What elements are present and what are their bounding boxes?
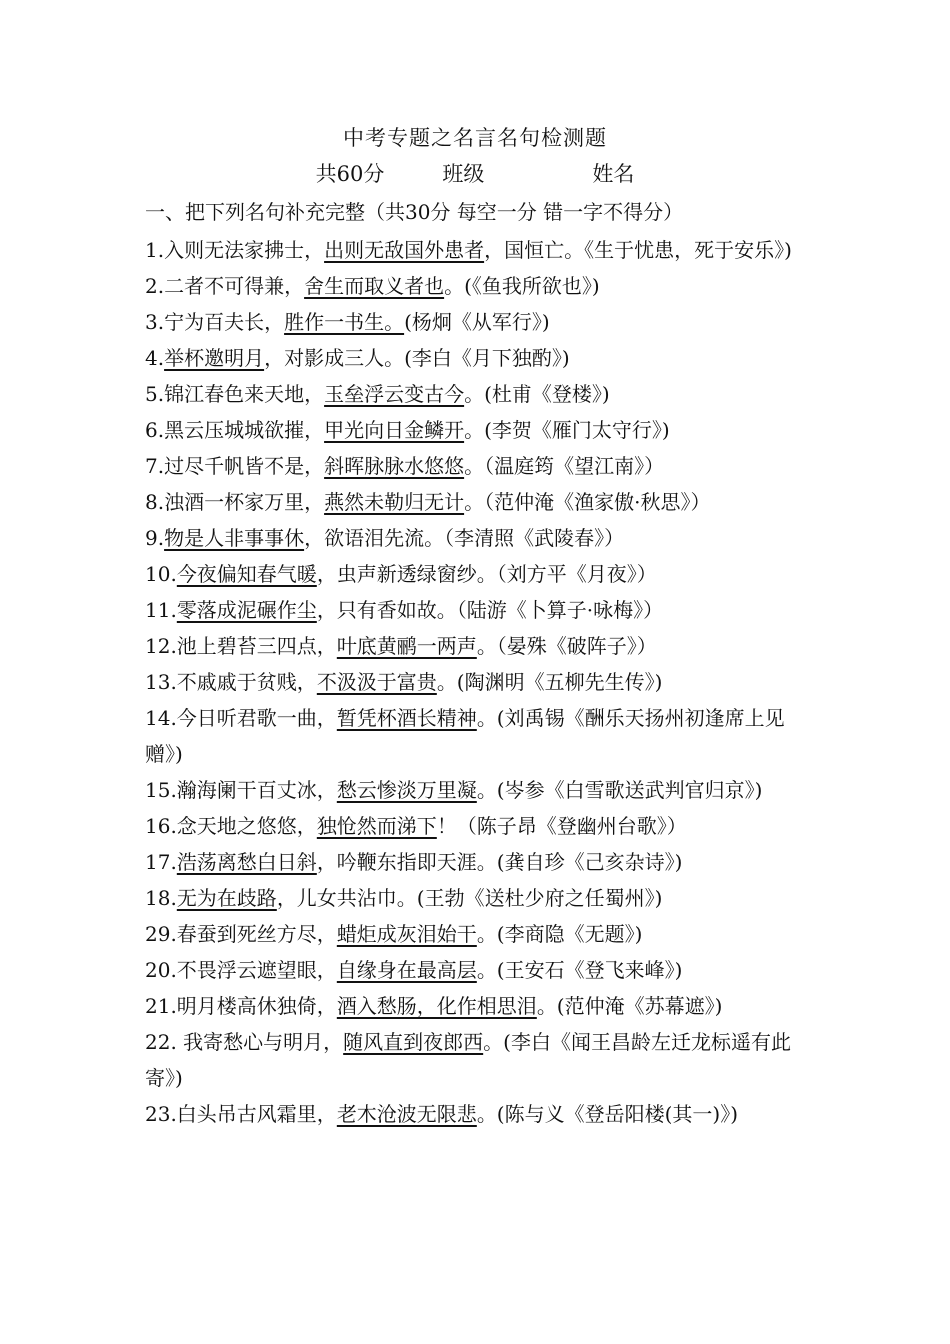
question-text: 13.不戚戚于贫贱， bbox=[145, 670, 317, 694]
question-text: 2.二者不可得兼， bbox=[145, 274, 305, 298]
question-text: 4. bbox=[145, 346, 165, 370]
answer-underlined: 老木沧波无限悲 bbox=[336, 1102, 477, 1126]
answer-underlined: 浩荡离愁白日斜 bbox=[176, 850, 317, 874]
question-source: ，对影成三人。(李白《月下独酌》) bbox=[264, 346, 570, 370]
question-source: 。（范仲淹《渔家傲·秋思》） bbox=[464, 490, 711, 514]
question-source: ，虫声新透绿窗纱。（刘方平《月夜》） bbox=[316, 562, 657, 586]
question-text: 12.池上碧苔三四点， bbox=[145, 634, 337, 658]
question-item bbox=[145, 520, 810, 556]
question-item bbox=[145, 952, 810, 988]
question-source: 。(陶渊明《五柳先生传》) bbox=[436, 670, 663, 694]
question-item bbox=[145, 340, 810, 376]
question-item bbox=[145, 844, 810, 880]
question-source: ，欲语泪先流。（李清照《武陵春》） bbox=[304, 526, 625, 550]
question-text: 1.入则无法家拂士， bbox=[145, 238, 325, 262]
answer-underlined: 独怆然而涕下 bbox=[316, 814, 437, 838]
answer-underlined: 自缘身在最高层 bbox=[336, 958, 477, 982]
question-source: ！（陈子昂《登幽州台歌》） bbox=[436, 814, 687, 838]
question-text: 23.白头吊古风霜里， bbox=[145, 1102, 337, 1126]
question-source: ，只有香如故。（陆游《卜算子·咏梅》） bbox=[316, 598, 664, 622]
question-source: 。(杜甫《登楼》) bbox=[464, 382, 610, 406]
question-item bbox=[145, 772, 810, 808]
question-source: ，国恒亡。《生于忧患，死于安乐》) bbox=[484, 238, 792, 262]
answer-underlined: 无为在歧路 bbox=[176, 886, 277, 910]
question-text: 17. bbox=[145, 850, 177, 874]
question-item bbox=[145, 988, 810, 1024]
name-label: 姓名 bbox=[592, 162, 635, 186]
question-text: 9. bbox=[145, 526, 165, 550]
question-source: 。(范仲淹《苏幕遮》) bbox=[536, 994, 723, 1018]
question-item bbox=[145, 376, 810, 412]
question-item bbox=[145, 916, 810, 952]
question-source: 。(陈与义《登岳阳楼(其一)》) bbox=[476, 1102, 739, 1126]
page-title: 中考专题之名言名句检测题 bbox=[343, 126, 607, 150]
question-list bbox=[145, 232, 810, 1132]
question-source: 。（温庭筠《望江南》） bbox=[464, 454, 665, 478]
answer-underlined: 燕然未勒归无计 bbox=[324, 490, 465, 514]
question-item bbox=[145, 664, 810, 700]
question-text: 7.过尽千帆皆不是， bbox=[145, 454, 325, 478]
class-label: 班级 bbox=[442, 162, 485, 186]
answer-underlined: 物是人非事事休 bbox=[164, 526, 305, 550]
answer-underlined: 今夜偏知春气暖 bbox=[176, 562, 317, 586]
answer-underlined: 甲光向日金鳞开 bbox=[324, 418, 465, 442]
subtitle-line bbox=[0, 158, 950, 188]
question-text: 15.瀚海阑干百丈冰， bbox=[145, 778, 337, 802]
question-source: ，吟鞭东指即天涯。(龚自珍《己亥杂诗》) bbox=[316, 850, 683, 874]
answer-underlined: 举杯邀明月 bbox=[164, 346, 265, 370]
question-text: 21.明月楼高休独倚， bbox=[145, 994, 337, 1018]
question-item bbox=[145, 304, 810, 340]
question-text: 29.春蚕到死丝方尽， bbox=[145, 922, 337, 946]
answer-underlined: 酒入愁肠，化作相思泪 bbox=[336, 994, 537, 1018]
question-item bbox=[145, 592, 810, 628]
question-text: 22. 我寄愁心与明月， bbox=[145, 1030, 344, 1054]
question-item bbox=[145, 484, 810, 520]
question-item bbox=[145, 232, 810, 268]
answer-underlined: 舍生而取义者也 bbox=[304, 274, 445, 298]
answer-underlined: 零落成泥碾作尘 bbox=[176, 598, 317, 622]
question-item bbox=[145, 268, 810, 304]
question-source: 。(李白《闻王昌龄左迁龙标遥有此寄》) bbox=[145, 1030, 791, 1090]
answer-underlined: 愁云惨淡万里凝 bbox=[336, 778, 477, 802]
question-source: 。(岑参《白雪歌送武判官归京》) bbox=[476, 778, 763, 802]
answer-underlined: 斜晖脉脉水悠悠 bbox=[324, 454, 465, 478]
answer-underlined: 出则无敌国外患者 bbox=[324, 238, 485, 262]
question-text: 8.浊酒一杯家万里， bbox=[145, 490, 325, 514]
answer-underlined: 随风直到夜郎西 bbox=[343, 1030, 484, 1054]
question-item bbox=[145, 1096, 810, 1132]
total-score: 共60分 bbox=[315, 162, 385, 186]
answer-underlined: 蜡炬成灰泪始干 bbox=[336, 922, 477, 946]
question-item bbox=[145, 808, 810, 844]
question-text: 10. bbox=[145, 562, 177, 586]
question-text: 18. bbox=[145, 886, 177, 910]
answer-underlined: 玉垒浮云变古今 bbox=[324, 382, 465, 406]
question-source: 。(王安石《登飞来峰》) bbox=[476, 958, 683, 982]
question-text: 14.今日听君歌一曲， bbox=[145, 706, 337, 730]
question-text: 20.不畏浮云遮望眼， bbox=[145, 958, 337, 982]
answer-underlined: 胜作一书生。 bbox=[284, 310, 405, 334]
question-item bbox=[145, 448, 810, 484]
section-heading: 一、把下列名句补充完整（共30分 每空一分 错一字不得分） bbox=[145, 200, 684, 224]
question-item bbox=[145, 1024, 810, 1096]
answer-underlined: 不汲汲于富贵 bbox=[316, 670, 437, 694]
question-text: 3.宁为百夫长， bbox=[145, 310, 285, 334]
question-text: 6.黑云压城城欲摧， bbox=[145, 418, 325, 442]
question-source: 。(李贺《雁门太守行》) bbox=[464, 418, 670, 442]
question-item bbox=[145, 700, 810, 772]
question-source: 。(李商隐《无题》) bbox=[476, 922, 643, 946]
question-source: 。（晏殊《破阵子》） bbox=[476, 634, 657, 658]
question-item bbox=[145, 628, 810, 664]
question-item bbox=[145, 880, 810, 916]
question-source: 。(刘禹锡《酬乐天扬州初逢席上见赠》) bbox=[145, 706, 785, 766]
question-item bbox=[145, 412, 810, 448]
question-item bbox=[145, 556, 810, 592]
question-source: 。(《鱼我所欲也》) bbox=[444, 274, 600, 298]
question-source: ，儿女共沾巾。(王勃《送杜少府之任蜀州》) bbox=[276, 886, 663, 910]
question-source: (杨炯《从军行》) bbox=[404, 310, 550, 334]
question-text: 5.锦江春色来天地， bbox=[145, 382, 325, 406]
question-text: 11. bbox=[145, 598, 177, 622]
answer-underlined: 叶底黄鹂一两声 bbox=[336, 634, 477, 658]
question-text: 16.念天地之悠悠， bbox=[145, 814, 317, 838]
answer-underlined: 暂凭杯酒长精神 bbox=[336, 706, 477, 730]
